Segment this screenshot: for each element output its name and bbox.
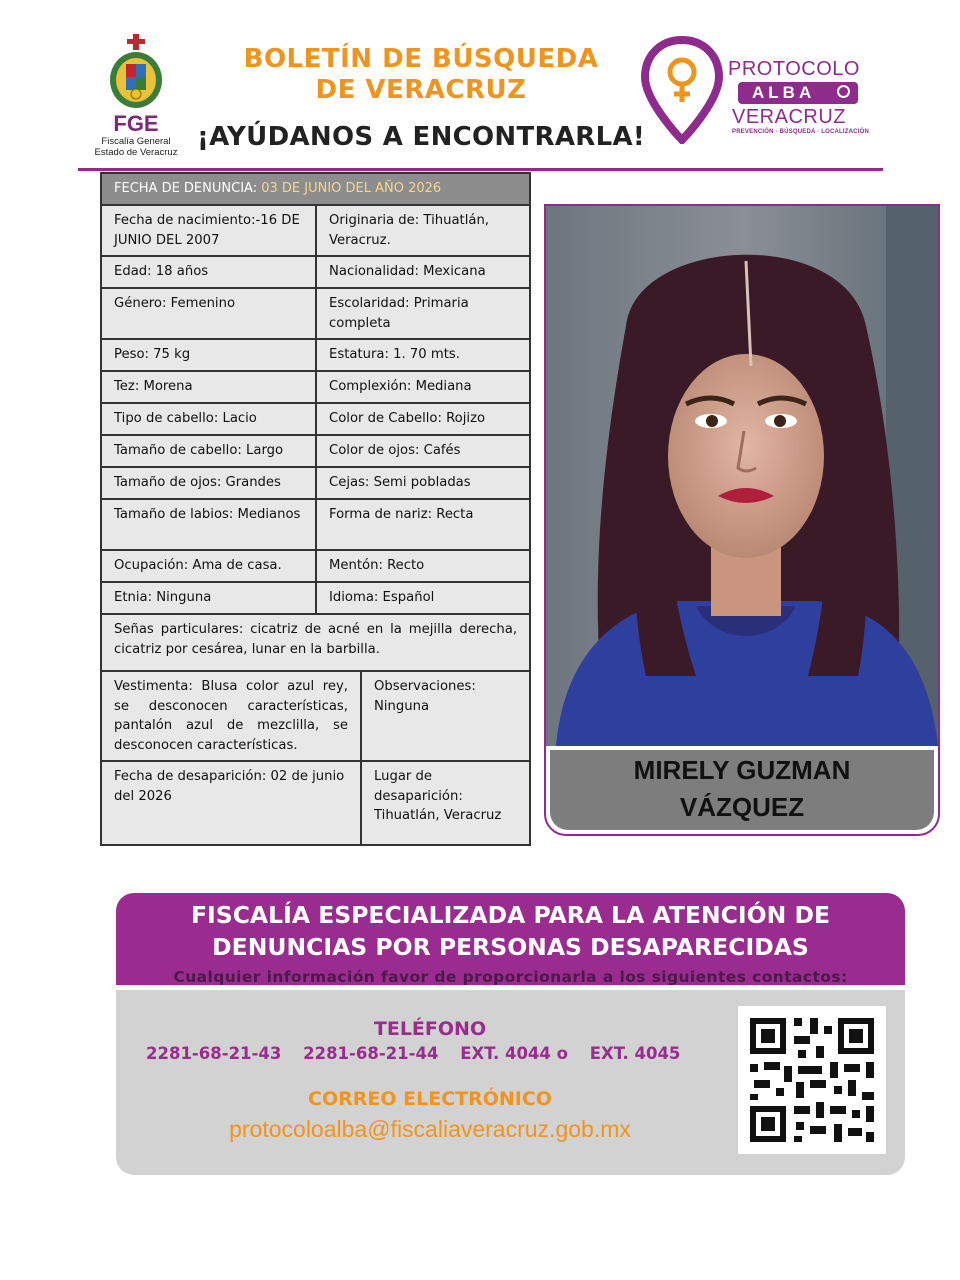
missing-person-details-table: [100, 172, 531, 846]
location-pin-female-icon: [640, 36, 724, 144]
age-cell: Edad: 18 años: [101, 256, 316, 288]
ethnicity-cell: Etnia: Ninguna: [101, 582, 316, 614]
observations-cell: Observaciones: Ninguna: [361, 671, 530, 761]
nose-cell: Forma de nariz: Recta: [316, 499, 530, 550]
nationality-cell: Nacionalidad: Mexicana: [316, 256, 530, 288]
report-date-value: 03 DE JUNIO DEL AÑO 2026: [257, 181, 442, 196]
eye-size-cell: Tamaño de ojos: Grandes: [101, 467, 316, 499]
search-icon: [837, 85, 850, 98]
contact-info-note: Cualquier información favor de proporcionarla a los siguientes contactos:: [173, 968, 848, 986]
person-name-line2: VÁZQUEZ: [679, 792, 805, 822]
fge-name-line2: Estado de Veracruz: [94, 147, 178, 158]
email-label: CORREO ELECTRÓNICO: [308, 1088, 552, 1110]
person-photo-card: [544, 204, 940, 836]
missing-place-cell: Lugar de desaparición: Tihuatlán, Veracruz: [361, 761, 530, 845]
eye-color-cell: Color de ojos: Cafés: [316, 435, 530, 467]
phone-label: TELÉFONO: [373, 1018, 487, 1040]
hair-type-cell: Tipo de cabello: Lacio: [101, 403, 316, 435]
build-cell: Complexión: Mediana: [316, 371, 530, 403]
missing-date-cell: Fecha de desaparición: 02 de junio del 2026: [101, 761, 361, 845]
phone-number-2[interactable]: 2281-68-21-44: [303, 1044, 439, 1063]
phone-number-1[interactable]: 2281-68-21-43: [146, 1044, 282, 1063]
extension-1: EXT. 4044 o: [460, 1044, 568, 1063]
report-date-header: [101, 173, 530, 205]
title-line-1: BOLETÍN DE BÚSQUEDA: [243, 44, 599, 74]
alba-word: ALBA: [752, 83, 816, 102]
lips-cell: Tamaño de labios: Medianos: [101, 499, 316, 550]
person-name-plate: [550, 750, 934, 830]
birth-date-cell: Fecha de nacimiento:-16 DE JUNIO DEL 2007: [101, 205, 316, 256]
fiscalia-banner-line2: DENUNCIAS POR PERSONAS DESAPARECIDAS: [212, 933, 809, 961]
help-find-her-subtitle: ¡AYÚDANOS A ENCONTRARLA!: [196, 122, 646, 152]
chin-cell: Mentón: Recto: [316, 550, 530, 582]
report-date-label: FECHA DE DENUNCIA:: [114, 181, 258, 196]
missing-person-photo: [546, 206, 940, 746]
distinguishing-marks-cell: Señas particulares: cicatriz de acné en la mejilla derecha, cicatriz por cesárea, lunar en la barbilla.: [101, 614, 530, 671]
occupation-cell: Ocupación: Ama de casa.: [101, 550, 316, 582]
qr-code-icon[interactable]: [738, 1006, 886, 1154]
alba-text: [738, 82, 858, 104]
fge-abbreviation: FGE: [113, 111, 159, 136]
clothing-cell: Vestimenta: Blusa color azul rey, se desconocen características, pantalón azul de mezclilla, se desconocen características.: [101, 671, 361, 761]
height-cell: Estatura: 1. 70 mts.: [316, 339, 530, 371]
gender-cell: Género: Femenino: [101, 288, 316, 339]
protocol-tagline: PREVENCIÓN · BÚSQUEDA · LOCALIZACIÓN: [732, 129, 869, 135]
schooling-cell: Escolaridad: Primaria completa: [316, 288, 530, 339]
extension-2: EXT. 4045: [589, 1044, 681, 1063]
eyebrows-cell: Cejas: Semi pobladas: [316, 467, 530, 499]
origin-cell: Originaria de: Tihuatlán, Veracruz.: [316, 205, 530, 256]
fiscalia-banner-line1: FISCALÍA ESPECIALIZADA PARA LA ATENCIÓN DE: [190, 901, 831, 929]
phone-numbers: [146, 1044, 696, 1063]
skin-tone-cell: Tez: Morena: [101, 371, 316, 403]
person-name-line1: MIRELY GUZMAN: [633, 755, 851, 785]
hair-color-cell: Color de Cabello: Rojizo: [316, 403, 530, 435]
fge-logo: [86, 34, 186, 156]
hair-length-cell: Tamaño de cabello: Largo: [101, 435, 316, 467]
weight-cell: Peso: 75 kg: [101, 339, 316, 371]
veracruz-coat-of-arms-icon: [104, 34, 168, 110]
header-divider: [78, 168, 883, 171]
veracruz-text: VERACRUZ: [732, 106, 847, 128]
email-link[interactable]: protocoloalba@fiscaliaveracruz.gob.mx: [229, 1116, 631, 1142]
language-cell: Idioma: Español: [316, 582, 530, 614]
fge-name-line1: Fiscalía General: [101, 136, 171, 147]
protocolo-alba-logo: [640, 36, 880, 146]
bulletin-title: [186, 44, 656, 106]
protocolo-text: PROTOCOLO: [728, 58, 860, 80]
title-line-2: DE VERACRUZ: [315, 75, 527, 105]
